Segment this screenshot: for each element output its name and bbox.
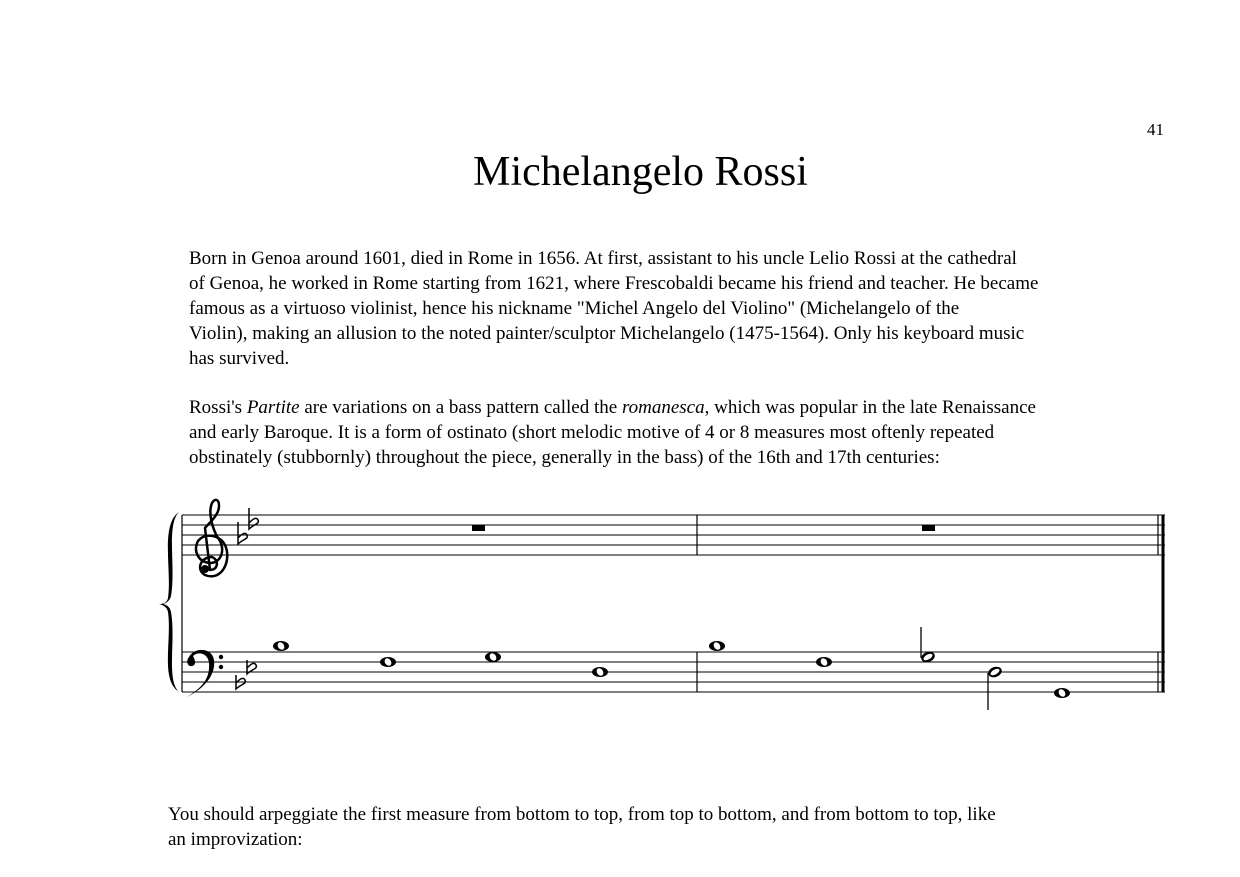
whole-rest-icon [922,525,935,531]
whole-rest-icon [472,525,485,531]
text-run: are variations on a bass pattern called the [299,397,622,418]
partite-line: and early Baroque. It is a form of ostinato (short melodic motive of 4 or 8 measures most oftenly repeated [189,422,995,443]
partite-line [189,395,1164,420]
whole-note-icon [273,641,289,651]
half-note-icon [987,665,1004,710]
bass-clef-icon [187,650,223,697]
bio-line: Violin), making an allusion to the noted painter/sculptor Michelangelo (1475-1564). Only his keyboard music [189,323,1025,344]
bass-staff-lines [182,652,1165,692]
whole-note-icon [1054,688,1070,698]
page-number: 41 [1147,120,1164,139]
whole-note-icon [709,641,725,651]
barlines [182,515,1163,692]
music-score [150,490,1180,720]
half-note-icon [920,627,937,664]
whole-note-icon [816,657,832,667]
bio-line: of Genoa, he worked in Rome starting from 1621, where Frescobaldi became his friend and teacher. He became [189,273,1039,294]
treble-clef-icon [196,500,227,576]
bio-line: has survived. [189,348,290,369]
romanesca-term: romanesca [621,397,705,418]
treble-staff-lines [182,515,1165,555]
instruction-line: You should arpeggiate the first measure from bottom to top, from top to bottom, and from bottom to top, like [168,804,996,825]
whole-note-icon [592,667,608,677]
instruction-paragraph [168,802,1128,852]
bio-line: Born in Genoa around 1601, died in Rome in 1656. At first, assistant to his uncle Lelio Rossi at the cathedral [189,248,1017,269]
bass-key-signature [236,660,256,689]
brace-icon [159,512,179,692]
biography-paragraph [189,246,1164,371]
page-title: Michelangelo Rossi [473,149,808,195]
partite-line: obstinately (stubbornly) throughout the piece, generally in the bass) of the 16th and 17th centuries: [189,447,940,468]
whole-note-icon [485,652,501,662]
whole-note-icon [380,657,396,667]
partite-term: Partite [246,397,300,418]
treble-key-signature [238,508,258,544]
instruction-line: an improvization: [168,829,303,850]
text-run: Rossi's [189,397,247,418]
text-run: , which was popular in the late Renaissance [704,397,1036,418]
partite-paragraph [189,395,1164,470]
bio-line: famous as a virtuoso violinist, hence his nickname "Michel Angelo del Violino" (Michelangelo of the [189,298,960,319]
